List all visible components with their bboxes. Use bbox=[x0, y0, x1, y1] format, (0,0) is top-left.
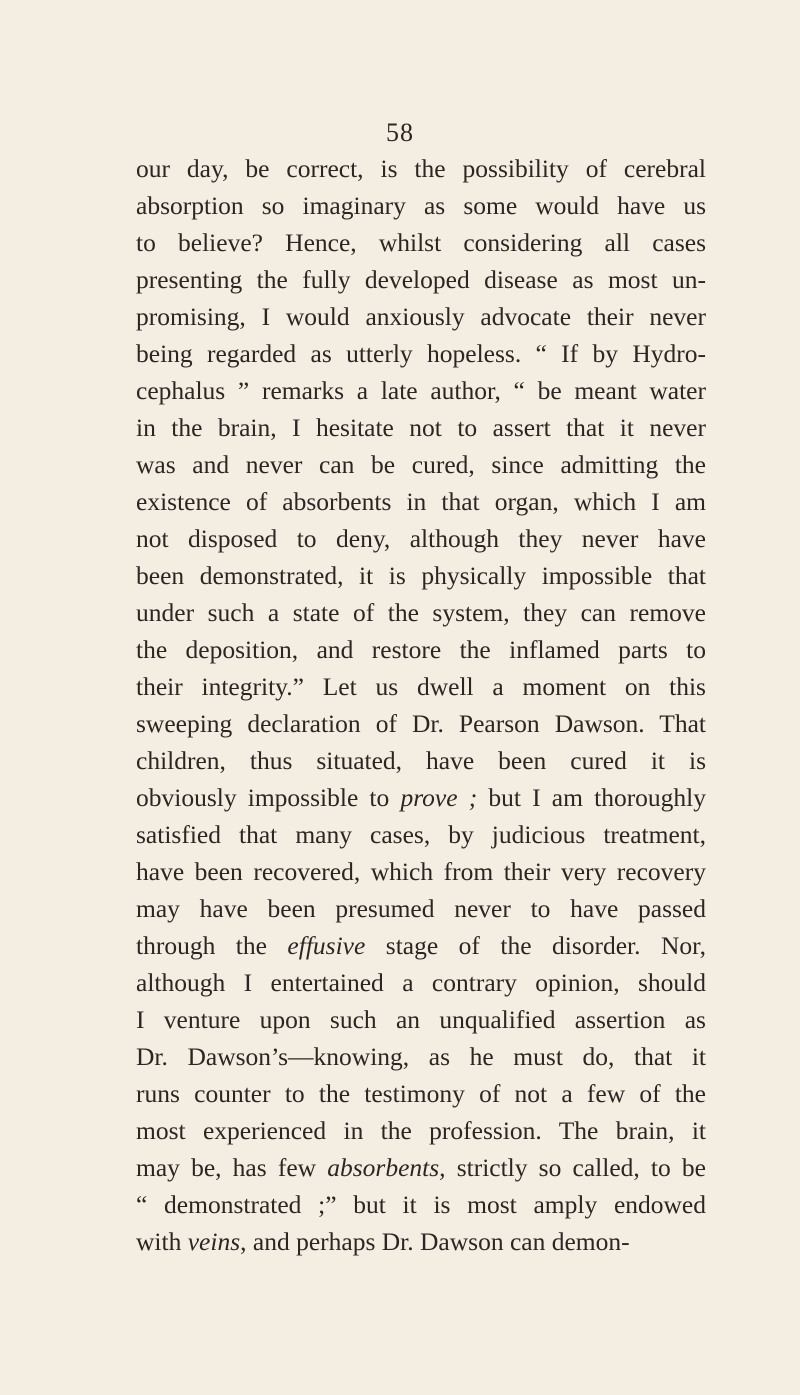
text-line bbox=[136, 1186, 706, 1223]
page-number: 58 bbox=[386, 118, 414, 147]
text-segment: under such a state of the system, they can remove bbox=[136, 598, 706, 627]
text-line bbox=[136, 1038, 706, 1075]
text-line bbox=[136, 964, 706, 1001]
text-segment: cephalus ” remarks a late author, “ be meant water bbox=[136, 376, 706, 405]
text-line bbox=[136, 1001, 706, 1038]
text-line bbox=[136, 298, 706, 335]
text-segment: with bbox=[136, 1227, 188, 1256]
text-line bbox=[136, 1112, 706, 1149]
text-line bbox=[136, 187, 706, 224]
text-segment: , and perhaps Dr. Dawson can demon- bbox=[240, 1227, 630, 1256]
text-segment: not disposed to deny, although they never have bbox=[136, 524, 706, 553]
text-segment: in the brain, I hesitate not to assert that it never bbox=[136, 413, 706, 442]
text-line bbox=[136, 853, 706, 890]
text-line bbox=[136, 224, 706, 261]
text-segment: but I am thoroughly bbox=[477, 783, 707, 812]
text-segment: our day, be correct, is the possibility of cerebral bbox=[136, 154, 706, 183]
text-line bbox=[136, 890, 706, 927]
text-line bbox=[136, 1223, 706, 1260]
italic-text-segment: veins bbox=[187, 1227, 241, 1256]
italic-text-segment: effusive bbox=[287, 931, 366, 960]
text-line bbox=[136, 520, 706, 557]
text-line bbox=[136, 779, 706, 816]
text-segment: presenting the fully developed disease as most un- bbox=[136, 265, 706, 294]
text-segment: through the bbox=[136, 931, 288, 960]
text-line bbox=[136, 409, 706, 446]
body-text bbox=[136, 150, 706, 1260]
text-segment: being regarded as utterly hopeless. “ If by Hydro- bbox=[136, 339, 706, 368]
text-segment: runs counter to the testimony of not a few of the bbox=[136, 1079, 706, 1108]
italic-text-segment: prove ; bbox=[400, 783, 478, 812]
text-segment: satisfied that many cases, by judicious treatment, bbox=[136, 820, 706, 849]
text-segment: “ demonstrated ;” but it is most amply endowed bbox=[136, 1190, 706, 1219]
text-segment: existence of absorbents in that organ, which I am bbox=[136, 487, 706, 516]
text-line bbox=[136, 335, 706, 372]
text-segment: most experienced in the profession. The brain, it bbox=[136, 1116, 706, 1145]
text-line bbox=[136, 483, 706, 520]
italic-text-segment: absorbents, bbox=[327, 1153, 446, 1182]
text-segment: sweeping declaration of Dr. Pearson Dawson. That bbox=[136, 709, 706, 738]
text-segment: was and never can be cured, since admitting the bbox=[136, 450, 706, 479]
text-segment: promising, I would anxiously advocate their never bbox=[136, 302, 706, 331]
text-segment: strictly so called, to be bbox=[445, 1153, 706, 1182]
text-segment: I venture upon such an unqualified assertion as bbox=[136, 1005, 706, 1034]
text-line bbox=[136, 557, 706, 594]
text-line bbox=[136, 631, 706, 668]
text-segment: the deposition, and restore the inflamed parts to bbox=[136, 635, 706, 664]
text-line bbox=[136, 150, 706, 187]
text-line bbox=[136, 372, 706, 409]
text-segment: obviously impossible to bbox=[136, 783, 401, 812]
text-segment: stage of the disorder. Nor, bbox=[365, 931, 706, 960]
text-segment: children, thus situated, have been cured it is bbox=[136, 746, 706, 775]
text-line bbox=[136, 1075, 706, 1112]
text-segment: absorption so imaginary as some would have us bbox=[136, 191, 706, 220]
text-line bbox=[136, 742, 706, 779]
text-segment: to believe? Hence, whilst considering all cases bbox=[136, 228, 706, 257]
text-segment: have been recovered, which from their very recovery bbox=[136, 857, 706, 886]
text-segment: Dr. Dawson’s—knowing, as he must do, that it bbox=[136, 1042, 706, 1071]
text-segment: although I entertained a contrary opinion, should bbox=[136, 968, 706, 997]
text-line bbox=[136, 594, 706, 631]
text-segment: may be, has few bbox=[136, 1153, 328, 1182]
text-line bbox=[136, 816, 706, 853]
text-line bbox=[136, 927, 706, 964]
text-segment: may have been presumed never to have passed bbox=[136, 894, 706, 923]
text-line bbox=[136, 261, 706, 298]
text-line bbox=[136, 705, 706, 742]
text-segment: their integrity.” Let us dwell a moment on this bbox=[136, 672, 706, 701]
text-line bbox=[136, 1149, 706, 1186]
text-segment: been demonstrated, it is physically impossible that bbox=[136, 561, 706, 590]
text-line bbox=[136, 446, 706, 483]
text-line bbox=[136, 668, 706, 705]
